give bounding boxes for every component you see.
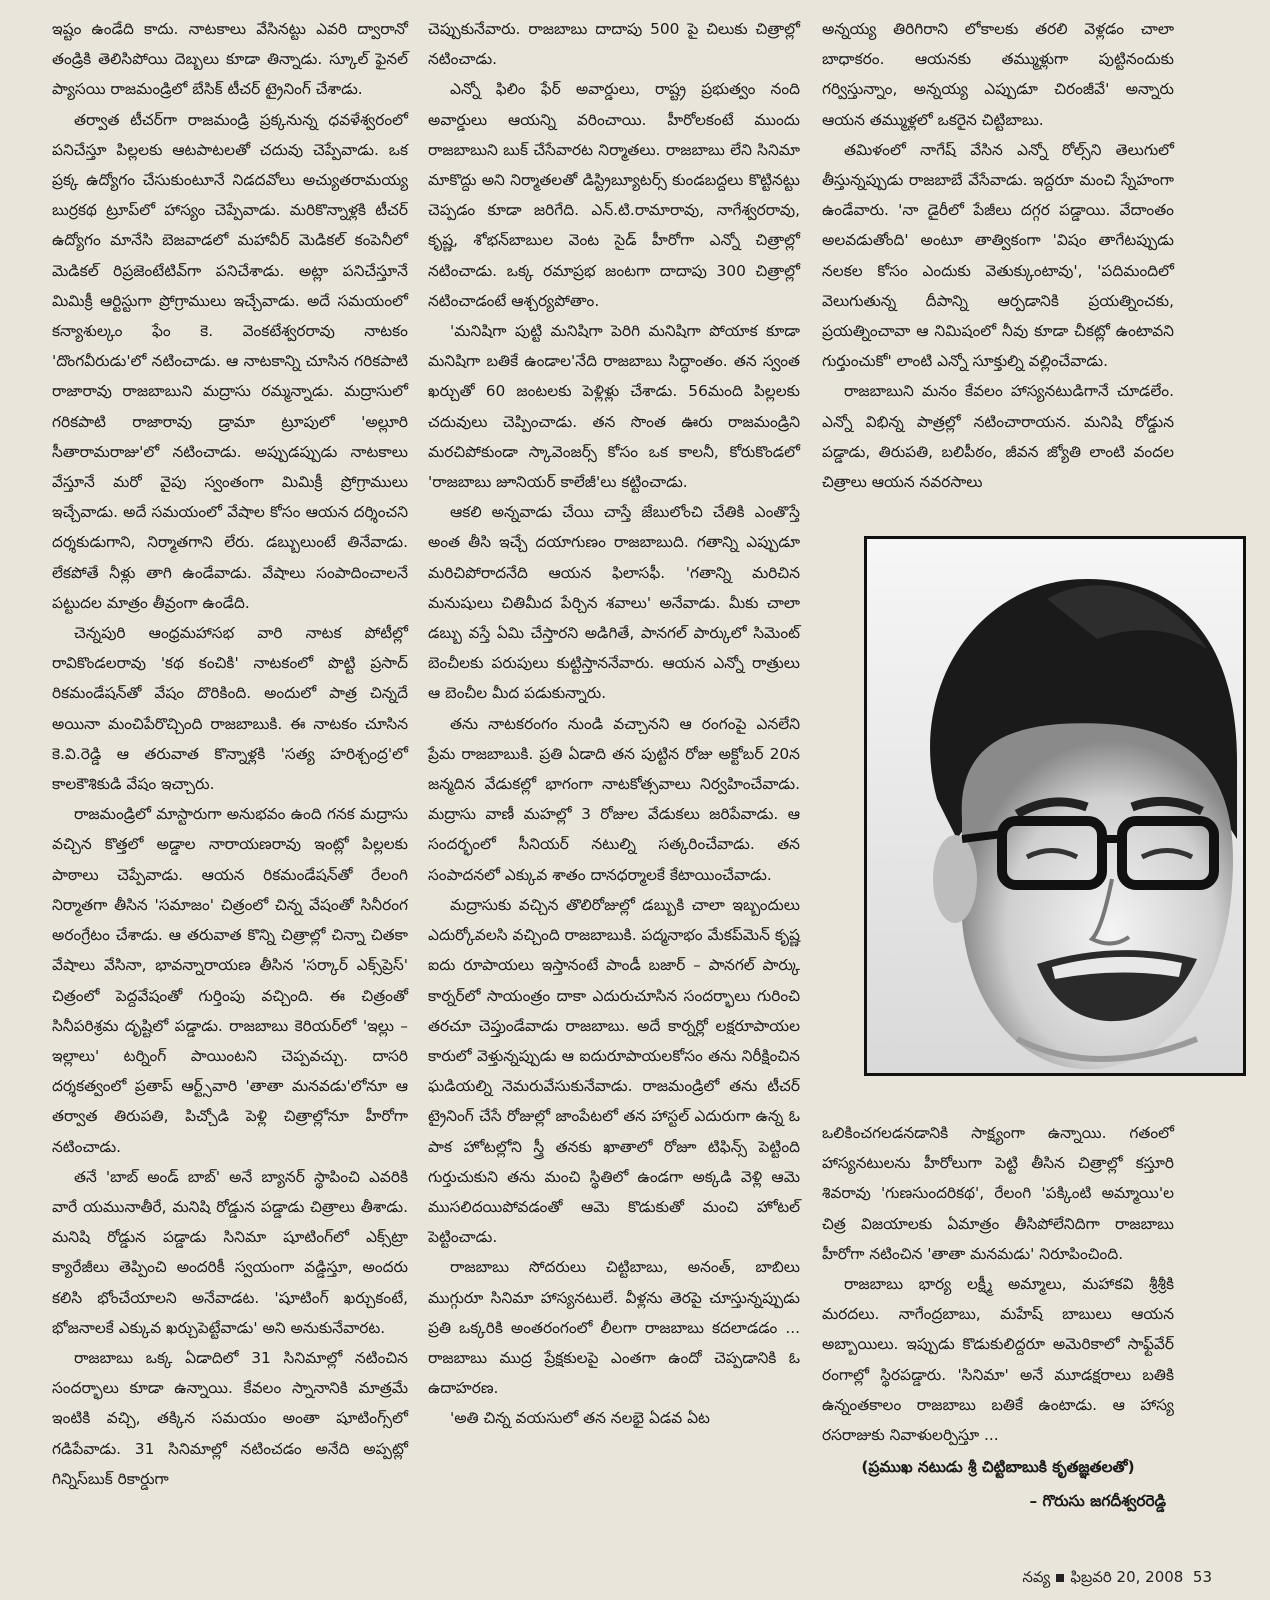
article-column-3-top	[822, 14, 1174, 497]
paragraph: మద్రాసుకు వచ్చిన తొలిరోజుల్లో డబ్బుకి చాలా ఇబ్బందులు ఎదుర్కోవలసి వచ్చింది రాజబాబుకి. పద్మనాభం మేకప్‌మెన్ కృష్ణ ఐదు రూపాయలు ఇస్తానంటే పాండీ బజార్ – పానగల్ పార్కు కార్నర్‌లో సాయంత్రం దాకా ఎదురుచూసిన సందర్భాలు గురించి తరచూ చెప్తుండేవాడు రాజబాబు. అదే కార్నర్లో లక్షరూపాయల కారులో వెళ్తున్నప్పుడు ఆ ఐదురూపాయలకోసం తను నిరీక్షించిన ఘడియల్ని నెమరువేసుకునేవాడు. రాజమండ్రిలో తను టీచర్ ట్రైనింగ్ చేసే రోజుల్లో జాంపేటలో తన హాస్టల్ ఎదురుగా ఉన్న ఓ పాక హోటల్లోని స్త్రీ తనకు ఖాతాలో రోజూ టిఫిన్స్ పెట్టింది గుర్తుచుకుని తను మంచి స్థితిలో ఉండగా అక్కడి వెళ్లి ఆమె ముసలిదయిపోవడంతో ఆమె కొడుకుతో మంచి హోటల్ పెట్టించాడు.	[428, 895, 800, 1247]
page-number: 53	[1192, 1568, 1212, 1586]
paragraph: తమిళంలో నాగేష్ వేసిన ఎన్నో రోల్స్‌ని తెలుగులో తీస్తున్నప్పుడు రాజబాబే వేసేవాడు. ఇద్దరూ మంచి స్నేహంగా ఉండేవారు. 'నా డైరీలో పేజీలు దగ్గర పడ్డాయి. వేదాంతం అలవడుతోంది' అంటూ తాత్వికంగా 'విషం తాగేటప్పుడు నలకల కోసం ఎందుకు వెతుక్కుంటావు', 'పదిమందిలో వెలుగుతున్న దీపాన్ని ఆర్పడానికి ప్రయత్నించకు, ప్రయత్నించావా ఆ నిమిషంలో నీవు కూడా చీకట్లో ఉంటావని గుర్తుంచుకో' లాంటి ఎన్నో సూక్తుల్ని వల్లించేవాడు.	[822, 140, 1174, 371]
portrait-illustration	[867, 539, 1243, 1073]
paragraph: రాజబాబు సోదరులు చిట్టిబాబు, అనంత్, బాబిలు ముగ్గురూ సినిమా హాస్యనటులే. వీళ్లను తెరపై చూస్తున్నప్పుడు ప్రతి ఒక్కరికి అంతరంగంలో లీలగా రాజబాబు కదలాడడం ... రాజబాబు ముద్ర ప్రేక్షకులపై ఎంతగా ఉందో చెప్పడానికి ఓ ఉదాహరణ.	[428, 1258, 800, 1398]
paragraph: అన్నయ్య తిరిగిరాని లోకాలకు తరలి వెళ్లడం చాలా బాధాకరం. ఆయనకు తమ్ముళ్లుగా పుట్టినందుకు గర్విస్తున్నాం, అన్నయ్య ఎప్పుడూ చిరంజీవే' అన్నారు ఆయన తమ్ముళ్లలో ఒకరైన చిట్టిబాబు.	[822, 20, 1174, 129]
paragraph: రాజమండ్రిలో మాస్టారుగా అనుభవం ఉంది గనక మద్రాసు వచ్చిన కొత్తలో అడ్డాల నారాయణరావు ఇంట్లో పిల్లలకు పాఠాలు చెప్పేవాడు. ఆయన రికమండేషన్‌తో రేలంగి నిర్మాతగా తీసిన 'సమాజం' చిత్రంలో చిన్న వేషంతో సినీరంగ అరంగ్రేటం చేశాడు. ఆ తరువాత కొన్ని చిత్రాల్లో చిన్నా చితకా వేషాలు వేసినా, భావన్నారాయణ తీసిన 'సర్కార్ ఎక్స్‌ప్రెస్' చిత్రంలో పెద్దవేషంతో గుర్తింపు వచ్చింది. ఈ చిత్రంతో సినీపరిశ్రమ దృష్టిలో పడ్డాడు. రాజబాబు కెరియర్‌లో 'ఇల్లు – ఇల్లాలు' టర్నింగ్ పాయింటని చెప్పవచ్చు. దాసరి దర్శకత్వంలో ప్రతాప్ ఆర్ట్స్‌వారి 'తాతా మనవడు'లోనూ ఆ తర్వాత తిరుపతి, పిచ్చోడి పెళ్లి చిత్రాల్లోనూ హీరోగా నటించాడు.	[52, 805, 408, 1156]
paragraph: తర్వాత టీచర్‌గా రాజమండ్రి ప్రక్కనున్న ధవళేశ్వరంలో పనిచేస్తూ పిల్లలకు ఆటపాటలతో చదువు చెప్పేవాడు. ఒక ప్రక్క ఉద్యోగం చేసుకుంటూనే నిడదవోలు అచ్యుతరామయ్య బుర్రకథ ట్రూప్‌లో హాస్యం చెప్పేవాడు. మరికొన్నాళ్లకి టీచర్ ఉద్యోగం మానేసి బెజవాడలో మహావీర్ మెడికల్ కంపెనీలో మెడికల్ రిప్రజెంటేటివ్‌గా పనిచేశాడు. అట్లా పనిచేస్తూనే మిమిక్రీ ఆర్టిస్టుగా ప్రోగ్రాములు ఇచ్చేవాడు. అదే సమయంలో కన్యాశుల్కం ఫేం కె. వెంకటేశ్వరరావు నాటకం 'దొంగవీరుడు'లో నటించాడు. ఆ నాటకాన్ని చూసిన గరికపాటి రాజారావు రాజబాబుని మద్రాసు రమ్మన్నాడు. మద్రాసులో గరికపాటి రాజారావు డ్రామా ట్రూపులో 'అల్లూరి సీతారామరాజు'లో నటించాడు. అప్పుడప్పుడు నాటకాలు వేస్తూనే మరో వైపు స్వంతంగా మిమిక్రీ ప్రోగ్రాములు ఇచ్చేవాడు. అదే సమయంలో వేషాల కోసం ఆయన దర్శించని దర్శకుడుగాని, నిర్మాతగాని లేరు. డబ్బులుంటే తినేవాడు. లేకపోతే నీళ్లు తాగి ఉండేవాడు. వేషాలు సంపాదించాలనే పట్టుదల మాత్రం తీవ్రంగా ఉండేది.	[52, 110, 408, 612]
paragraph: ఒలికించగలడనడానికి సాక్ష్యంగా ఉన్నాయి. గతంలో హాస్యనటులను హీరోలుగా పెట్టి తీసిన చిత్రాల్లో కస్తూరి శివరావు 'గుణసుందరికథ', రేలంగి 'పక్కింటి అమ్మాయి'ల చిత్ర విజయాలకు ఏమాత్రం తీసిపోలేనిదిగా రాజబాబు హీరోగా నటించిన 'తాతా మనమడు' నిరూపించింది.	[822, 1124, 1174, 1263]
paragraph: ఇష్టం ఉండేది కాదు. నాటకాలు వేసినట్టు ఎవరి ద్వారానో తండ్రికి తెలిసిపోయి దెబ్బలు కూడా తిన్నాడు. స్కూల్ ఫైనల్ ప్యాసయి రాజమండ్రిలో బేసిక్ టీచర్ ట్రైనింగ్ చేశాడు.	[52, 20, 408, 99]
paragraph: 'మనిషిగా పుట్టి మనిషిగా పెరిగి మనిషిగా పోయాక కూడా మనిషిగా బతికే ఉండాల'నేది రాజబాబు సిద్ధాంతం. తన స్వంత ఖర్చుతో 60 జంటలకు పెళ్లిళ్లు చేశాడు. 56మంది పిల్లలకు చదువులు చెప్పించాడు. తన సొంత ఊరు రాజమండ్రిని మరచిపోకుండా స్కావెంజర్స్ కోసం ఒక కాలనీ, కోరుకొండలో 'రాజబాబు జూనియర్ కాలేజీ'లు కట్టించాడు.	[428, 322, 800, 492]
portrait-photo	[864, 536, 1246, 1076]
author-byline: – గొరుసు జగదీశ్వరరెడ్డి	[1029, 1492, 1166, 1511]
paragraph: తనే 'బాబ్ అండ్ బాబ్' అనే బ్యానర్ స్థాపించి ఎవరికి వారే యమునాతీరే, మనిషి రోడ్డున పడ్డాడు చిత్రాలు తీశాడు. మనిషి రోడ్డున పడ్డాడు సినిమా షూటింగ్‌లో ఎక్స్‌ట్రా క్యారేజీలు తెప్పించి అందరికీ స్వయంగా వడ్డిస్తూ, అందరు కలిసి భోంచేయాలని అనేవాడట. 'షూటింగ్ ఖర్చుకంటే, భోజనాలకే ఎక్కువ ఖర్చుపెట్టేవాడు' అని అనుకునేవారట.	[52, 1167, 408, 1337]
issue-date: ఫిబ్రవరి 20, 2008	[1070, 1568, 1184, 1586]
acknowledgement-note: (ప్రముఖ నటుడు శ్రీ చిట్టిబాబుకి కృతజ్ఞతలతో)	[861, 1458, 1135, 1477]
paragraph: ఎన్నో ఫిలిం ఫేర్ అవార్డులు, రాష్ట్ర ప్రభుత్వం నంది అవార్డులు ఆయన్ని వరించాయి. హీరోలకంటే ముందు రాజబాబుని బుక్ చేసేవారట నిర్మాతలు. రాజబాబు లేని సినిమా మాకొద్దు అని నిర్మాతలతో డిస్ట్రిబ్యూటర్స్ కుండబద్దలు కొట్టినట్టు చెప్పడం కూడా జరిగేది. ఎన్.టి.రామారావు, నాగేశ్వరరావు, కృష్ణ, శోభన్‌బాబుల వెంట సైడ్ హీరోగా ఎన్నో చిత్రాల్లో నటించాడు. ఒక్క రమాప్రభ జంటగా దాదాపు 300 చిత్రాల్లో నటించాడంటే ఆశ్చర్యపోతాం.	[428, 80, 800, 310]
paragraph: ఆకలి అన్నవాడు చేయి చాస్తే జేబులోంచి చేతికి ఎంతొస్తే అంత తీసి ఇచ్చే దయాగుణం రాజబాబుది. గతాన్ని ఎప్పుడూ మరిచిపోరాదనేది ఆయన ఫిలాసఫీ. 'గతాన్ని మరిచిన మనుషులు చితిమీద పేర్చిన శవాలు' అనేవాడు. మీకు చాలా డబ్బు వస్తే ఏమి చేస్తారని అడిగితే, పానగల్ పార్కులో సిమెంట్ బెంచీలకు పరుపులు కుట్టిస్తాననేవారు. ఆయన ఎన్నో రాత్రులు ఆ బెంచీల మీద పడుకున్నారు.	[428, 503, 800, 703]
paragraph: రాజబాబు భార్య లక్ష్మీ అమ్మాలు, మహాకవి శ్రీశ్రీకి మరదలు. నాగేంద్రబాబు, మహేష్ బాబులు ఆయన అబ్బాయిలు. ఇప్పుడు కొడుకులిద్దరూ అమెరికాలో సాఫ్ట్‌వేర్ రంగాల్లో స్థిరపడ్డారు. 'సినిమా' అనే మూడక్షరాలు బతికి ఉన్నంతకాలం రాజబాబు బతికే ఉంటాడు. ఆ హాస్య రసరాజుకు నివాళులర్పిస్తూ ...	[822, 1275, 1174, 1445]
page-footer	[1022, 1568, 1212, 1590]
magazine-name: నవ్య	[1022, 1568, 1051, 1586]
paragraph: తను నాటకరంగం నుండి వచ్చానని ఆ రంగంపై ఎనలేని ప్రేమ రాజబాబుకి. ప్రతి ఏడాది తన పుట్టిన రోజు అక్టోబర్ 20న జన్మదిన వేడుకల్లో భాగంగా నాటకోత్సవాలు నిర్వహించేవాడు. మద్రాసు వాణీ మహల్లో 3 రోజుల వేడుకలు జరిపేవాడు. ఆ సందర్భంలో సీనియర్ నటుల్ని సత్కరించేవాడు. తన సంపాదనలో ఎక్కువ శాతం దానధర్మాలకే కేటాయించేవాడు.	[428, 714, 800, 884]
paragraph: 'అతి చిన్న వయసులో తన నలభై ఏడవ ఏట	[450, 1409, 710, 1428]
paragraph: రాజబాబుని మనం కేవలం హాస్యనటుడిగానే చూడలేం. ఎన్నో విభిన్న పాత్రల్లో నటించారాయన. మనిషి రోడ్డున పడ్డాడు, తిరుపతి, బలిపీఠం, జీవన జ్యోతి లాంటి వందల చిత్రాలు ఆయన నవరసాలు	[822, 382, 1174, 492]
article-column-3-bottom	[822, 1118, 1174, 1517]
paragraph: చెన్నపురి ఆంధ్రమహాసభ వారి నాటక పోటీల్లో రావికొండలరావు 'కథ కంచికి' నాటకంలో పొట్టి ప్రసాద్ రికమండేషన్‌తో వేషం దొరికింది. అందులో పాత్ర చిన్నదే అయినా మంచిపేరొచ్చింది రాజబాబుకి. ఈ నాటకం చూసిన కె.వి.రెడ్డి ఆ తరువాత కొన్నాళ్లకి 'సత్య హరిశ్చంద్ర'లో కాలకౌశికుడి వేషం ఇచ్చారు.	[52, 624, 408, 794]
separator-square-icon	[1056, 1574, 1064, 1582]
article-column-2	[428, 14, 800, 1434]
article-column-1	[52, 14, 408, 1494]
paragraph: రాజబాబు ఒక్క ఏడాదిలో 31 సినిమాల్లో నటించిన సందర్భాలు కూడా ఉన్నాయి. కేవలం స్నానానికి మాత్రమే ఇంటికి వచ్చి, తక్కిన సమయం అంతా షూటింగ్స్‌లో గడిపేవాడు. 31 సినిమాల్లో నటించడం అనేది అప్పట్లో గిన్నిస్‌బుక్ రికార్డుగా	[52, 1348, 408, 1488]
paragraph: చెప్పుకునేవారు. రాజబాబు దాదాపు 500 పై చిలుకు చిత్రాల్లో నటించాడు.	[428, 20, 800, 69]
